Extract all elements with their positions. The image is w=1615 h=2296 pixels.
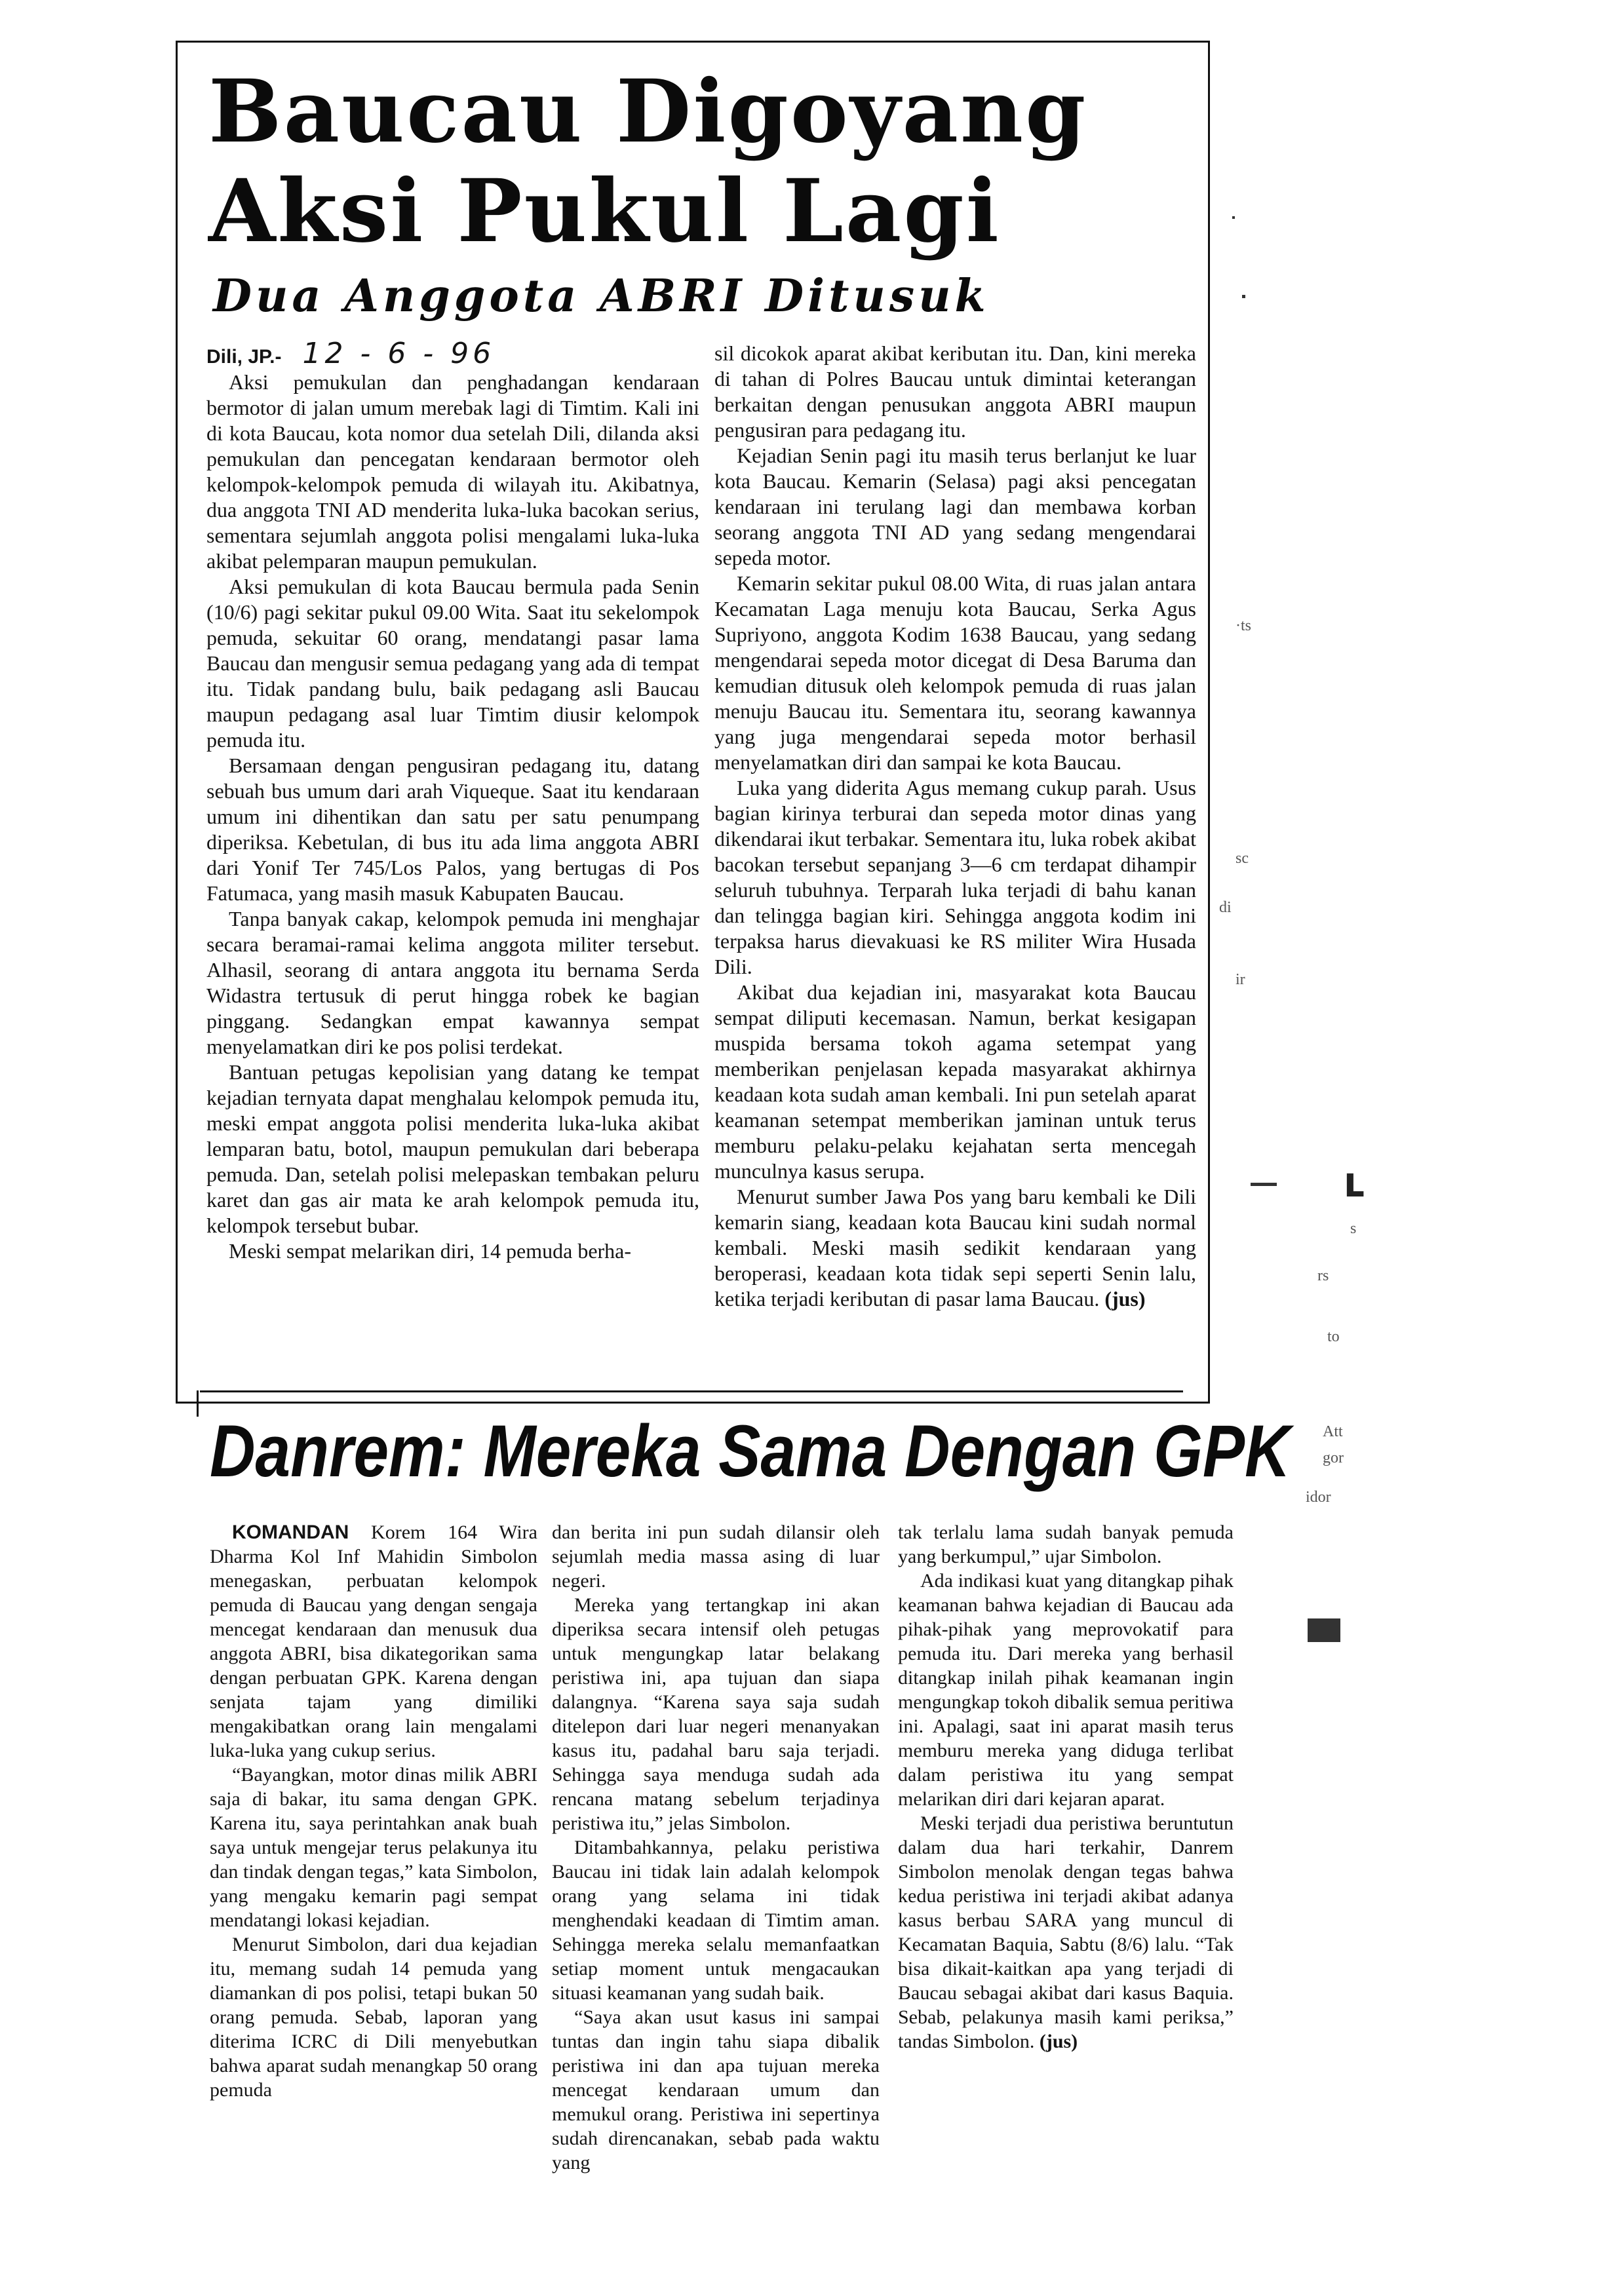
margin-fragment: Att — [1323, 1423, 1343, 1440]
section-divider — [200, 1390, 1183, 1392]
margin-fragment: s — [1350, 1220, 1357, 1237]
article2-column-3 — [898, 1520, 1234, 2054]
paragraph: Aksi pemukulan di kota Baucau bermula pada Senin (10/6) pagi sekitar pukul 09.00 Wita. Saat itu sekelompok pemuda, sekuitar 60 orang, mendatangi pasar lama Baucau dan mengusir semua pedagang yang ada di tempat itu. Tidak pandang bulu, baik pedagang asli Baucau maupun pedagang asal luar Timtim diusir kelompok pemuda itu. — [206, 575, 699, 752]
paragraph: “Saya akan usut kasus ini sampai tuntas dan ingin tahu siapa dibalik peristiwa ini dan apa tujuan mereka mencegat kendaraan umum dan memukul orang. Peristiwa ini sepertinya sudah direncanakan, sebab pada waktu yang — [552, 2006, 880, 2173]
article-column-2 — [714, 341, 1196, 1312]
paragraph: Aksi pemukulan dan penghadangan kendaraan bermotor di jalan umum merebak lagi di Timtim. Kali ini di kota Baucau, kota nomor dua setelah Dili, dilanda aksi pemukulan dan pencegatan kendaraan bermotor oleh kelompok-kelompok pemuda di wilayah itu. Akibatnya, dua anggota TNI AD menderita luka-luka bacokan serius, sementara sejumlah anggota polisi mengalami luka-luka akibat pelemparan maupun pemukulan. — [206, 370, 699, 573]
handwritten-date: 12 - 6 - 96 — [302, 337, 496, 370]
section-divider-vertical — [197, 1390, 199, 1417]
article2-column-2 — [552, 1520, 880, 2175]
dateline-line — [206, 337, 699, 370]
paragraph: Akibat dua kejadian ini, masyarakat kota Baucau sempat diliputi kecemasan. Namun, berkat kesigapan muspida bersama tokoh agama setempat yang memberikan penjelasan kepada masyarakat akhirnya keadaan kota sudah aman kembali. Ini pun setelah aparat keamanan setempat memberikan jaminan untuk terus memburu pelaku-pelaku kejahatan serta mencegah munculnya kasus serupa. — [714, 980, 1196, 1183]
paragraph-text: Menurut sumber Jawa Pos yang baru kembali ke Dili kemarin siang, keadaan kota Baucau kini sudah normal kembali. Meski masih sedikit kendaraan yang beroperasi, keadaan kota tidak sepi seperti Senin lalu, ketika terjadi keributan di pasar lama Baucau. — [714, 1185, 1196, 1311]
scan-speck — [1242, 295, 1245, 298]
scan-speck — [1251, 1183, 1277, 1186]
margin-fragment: gor — [1323, 1449, 1344, 1466]
paragraph-text: Korem 164 Wira Dharma Kol Inf Mahidin Simbolon menegaskan, perbuatan kelompok pemuda di Baucau yang dengan sengaja mencegat kendaraan dan menusuk dua anggota ABRI, bisa dikategorikan sama dengan perbuatan GPK. Karena dengan senjata tajam yang dimiliki mengakibatkan orang lain mengalami luka-luka yang cukup serius. — [210, 1521, 537, 1761]
margin-fragment: ւ — [1344, 1158, 1364, 1207]
margin-fragment: to — [1327, 1328, 1340, 1345]
paragraph: tak terlalu lama sudah banyak pemuda yang berkumpul,” ujar Simbolon. — [898, 1521, 1234, 1567]
margin-fragment: di — [1219, 899, 1232, 916]
paragraph: “Bayangkan, motor dinas milik ABRI saja di bakar, itu sama dengan GPK. Karena itu, saya perintahkan anak buah saya untuk mengejar terus pelakunya itu dan tindak dengan tegas,” kata Simbolon, yang mengaku kemarin pagi sempat mendatangi lokasi kejadian. — [210, 1764, 537, 1931]
article-column-1 — [206, 337, 699, 1264]
margin-fragment: idor — [1306, 1489, 1331, 1506]
paragraph: Meski sempat melarikan diri, 14 pemuda berha- — [229, 1239, 632, 1263]
paragraph: sil dicokok aparat akibat keributan itu. Dan, kini mereka di tahan di Polres Baucau untuk dimintai keterangan berkaitan dengan penusukan anggota ABRI maupun pengusiran para pedagang itu. — [714, 341, 1196, 442]
paragraph: Ditambahkannya, pelaku peristiwa Baucau ini tidak lain adalah kelompok orang yang selama ini tidak menghendaki keadaan di Timtim aman. Sehingga mereka selalu memanfaatkan setiap moment untuk mengacaukan situasi keamanan yang sudah baik. — [552, 1837, 880, 2004]
paragraph: Luka yang diderita Agus memang cukup parah. Usus bagian kirinya terburai dan sepeda motor dinas yang dikendarai ikut terbakar. Sementara itu, luka robek akibat bacokan tersebut sepanjang 3—6 cm terdapat dihampir seluruh tubuhnya. Terparah luka terjadi di bahu kanan dan telingga bagian kiri. Sehingga anggota kodim ini terpaksa harus dievakuasi ke RS militer Wira Husada Dili. — [714, 776, 1196, 978]
paragraph: Menurut Simbolon, dari dua kejadian itu, memang sudah 14 pemuda yang diamankan di pos polisi, tetapi bukan 50 orang pemuda. Sebab, laporan yang diterima ICRC di Dili menyebutkan bahwa aparat sudah menangkap 50 orang pemuda — [210, 1934, 537, 2101]
headline: Baucau Digoyang Aksi Pukul Lagi — [208, 61, 1088, 262]
article2-column-1 — [210, 1520, 537, 2102]
second-headline: Danrem: Mereka Sama Dengan GPK — [210, 1410, 1291, 1492]
paragraph: Bantuan petugas kepolisian yang datang ke tempat kejadian ternyata dapat menghalau kelompok pemuda itu, meski empat anggota polisi menderita luka-luka akibat lemparan batu, botol, maupun pemukulan dari beberapa pemuda. Dan, setelah polisi melepaskan tembakan peluru karet dan gas air mata ke arah kelompok pemuda itu, kelompok tersebut bubar. — [206, 1060, 699, 1237]
paragraph: dan berita ini pun sudah dilansir oleh sejumlah media massa asing di luar negeri. — [552, 1521, 880, 1592]
paragraph-text: Meski terjadi dua peristiwa beruntutun dalam dua hari terkahir, Danrem Simbolon menolak dengan tegas bahwa kedua peristiwa ini terjadi akibat adanya kasus berbau SARA yang muncul di Kecamatan Baquia, Sabtu (8/6) lalu. “Tak bisa dikait-kaitkan apa yang terjadi di Baucau sebagai akibat dari kasus Baquia. Sebab, pelakunya masih kami periksa,” tandas Simbolon. — [898, 1812, 1234, 2052]
dateline: Dili, JP.- — [206, 346, 282, 368]
paragraph: Tanpa banyak cakap, kelompok pemuda ini menghajar secara beramai-ramai kelima anggota militer tersebut. Alhasil, seorang di antara anggota itu bernama Serda Widastra tertusuk di perut hingga robek ke bagian pinggang. Sedangkan empat kawannya sempat menyelamatkan diri ke pos polisi terdekat. — [206, 907, 699, 1058]
author-signoff: (jus) — [1104, 1287, 1146, 1311]
paragraph: Kemarin sekitar pukul 08.00 Wita, di ruas jalan antara Kecamatan Laga menuju kota Baucau, Serka Agus Supriyono, anggota Kodim 1638 Baucau, yang sedang mengendarai sepeda motor dicegat di Desa Baruma dan kemudian ditusuk oleh kelompok pemuda di ruas jalan menuju Baucau itu. Sementara itu, seorang kawannya yang juga mengendarai sepeda motor berhasil menyelamatkan diri dan sampai ke kota Baucau. — [714, 571, 1196, 774]
margin-fragment: ir — [1236, 971, 1245, 988]
paragraph: Kejadian Senin pagi itu masih terus berlanjut ke luar kota Baucau. Kemarin (Selasa) pagi aksi pencegatan kendaraan ini terulang lagi dan membawa korban seorang anggota TNI AD yang sedang mengendarai sepeda motor. — [714, 444, 1196, 569]
scan-speck — [1308, 1618, 1340, 1642]
paragraph: Mereka yang tertangkap ini akan diperiksa secara intensif oleh petugas untuk mengungkap latar belakang peristiwa ini, apa tujuan dan siapa dalangnya. “Karena saya saja sudah ditelepon dari luar negeri menanyakan kasus itu, padahal baru saja terjadi. Sehingga saya menduga sudah ada rencana matang sebelum terjadinya peristiwa itu,” jelas Simbolon. — [552, 1594, 880, 1834]
paragraph: Ada indikasi kuat yang ditangkap pihak keamanan bahwa kejadian di Baucau ada pihak-pihak yang meprovokatif para pemuda itu. Dari mereka yang berhasil ditangkap inilah pihak keamanan ingin mengungkap tokoh dibalik semua peritiwa ini. Apalagi, saat ini aparat masih terus memburu mereka yang diduga terlibat dalam peristiwa itu yang sempat melarikan diri dari kejaran aparat. — [898, 1570, 1234, 1810]
scan-speck — [1232, 216, 1235, 219]
lead-word: KOMANDAN — [232, 1521, 349, 1543]
paragraph: Bersamaan dengan pengusiran pedagang itu, datang sebuah bus umum dari arah Viqueque. Saat itu kendaraan umum ini dihentikan dan satu per satu penumpang diperiksa. Kebetulan, di bus itu ada lima anggota ABRI dari Yonif Ter 745/Los Palos, yang bertugas di Pos Fatumaca, yang masih masuk Kabupaten Baucau. — [206, 754, 699, 905]
paragraph-last — [898, 1811, 1234, 2054]
paragraph-lead — [210, 1520, 537, 1763]
margin-fragment: ·ts — [1236, 617, 1251, 634]
subheadline: Dua Anggota ABRI Ditusuk — [213, 270, 990, 322]
margin-fragment: sc — [1236, 850, 1249, 867]
author-signoff: (jus) — [1039, 2031, 1078, 2052]
margin-fragment: rs — [1317, 1267, 1329, 1284]
paragraph-last — [714, 1184, 1196, 1312]
